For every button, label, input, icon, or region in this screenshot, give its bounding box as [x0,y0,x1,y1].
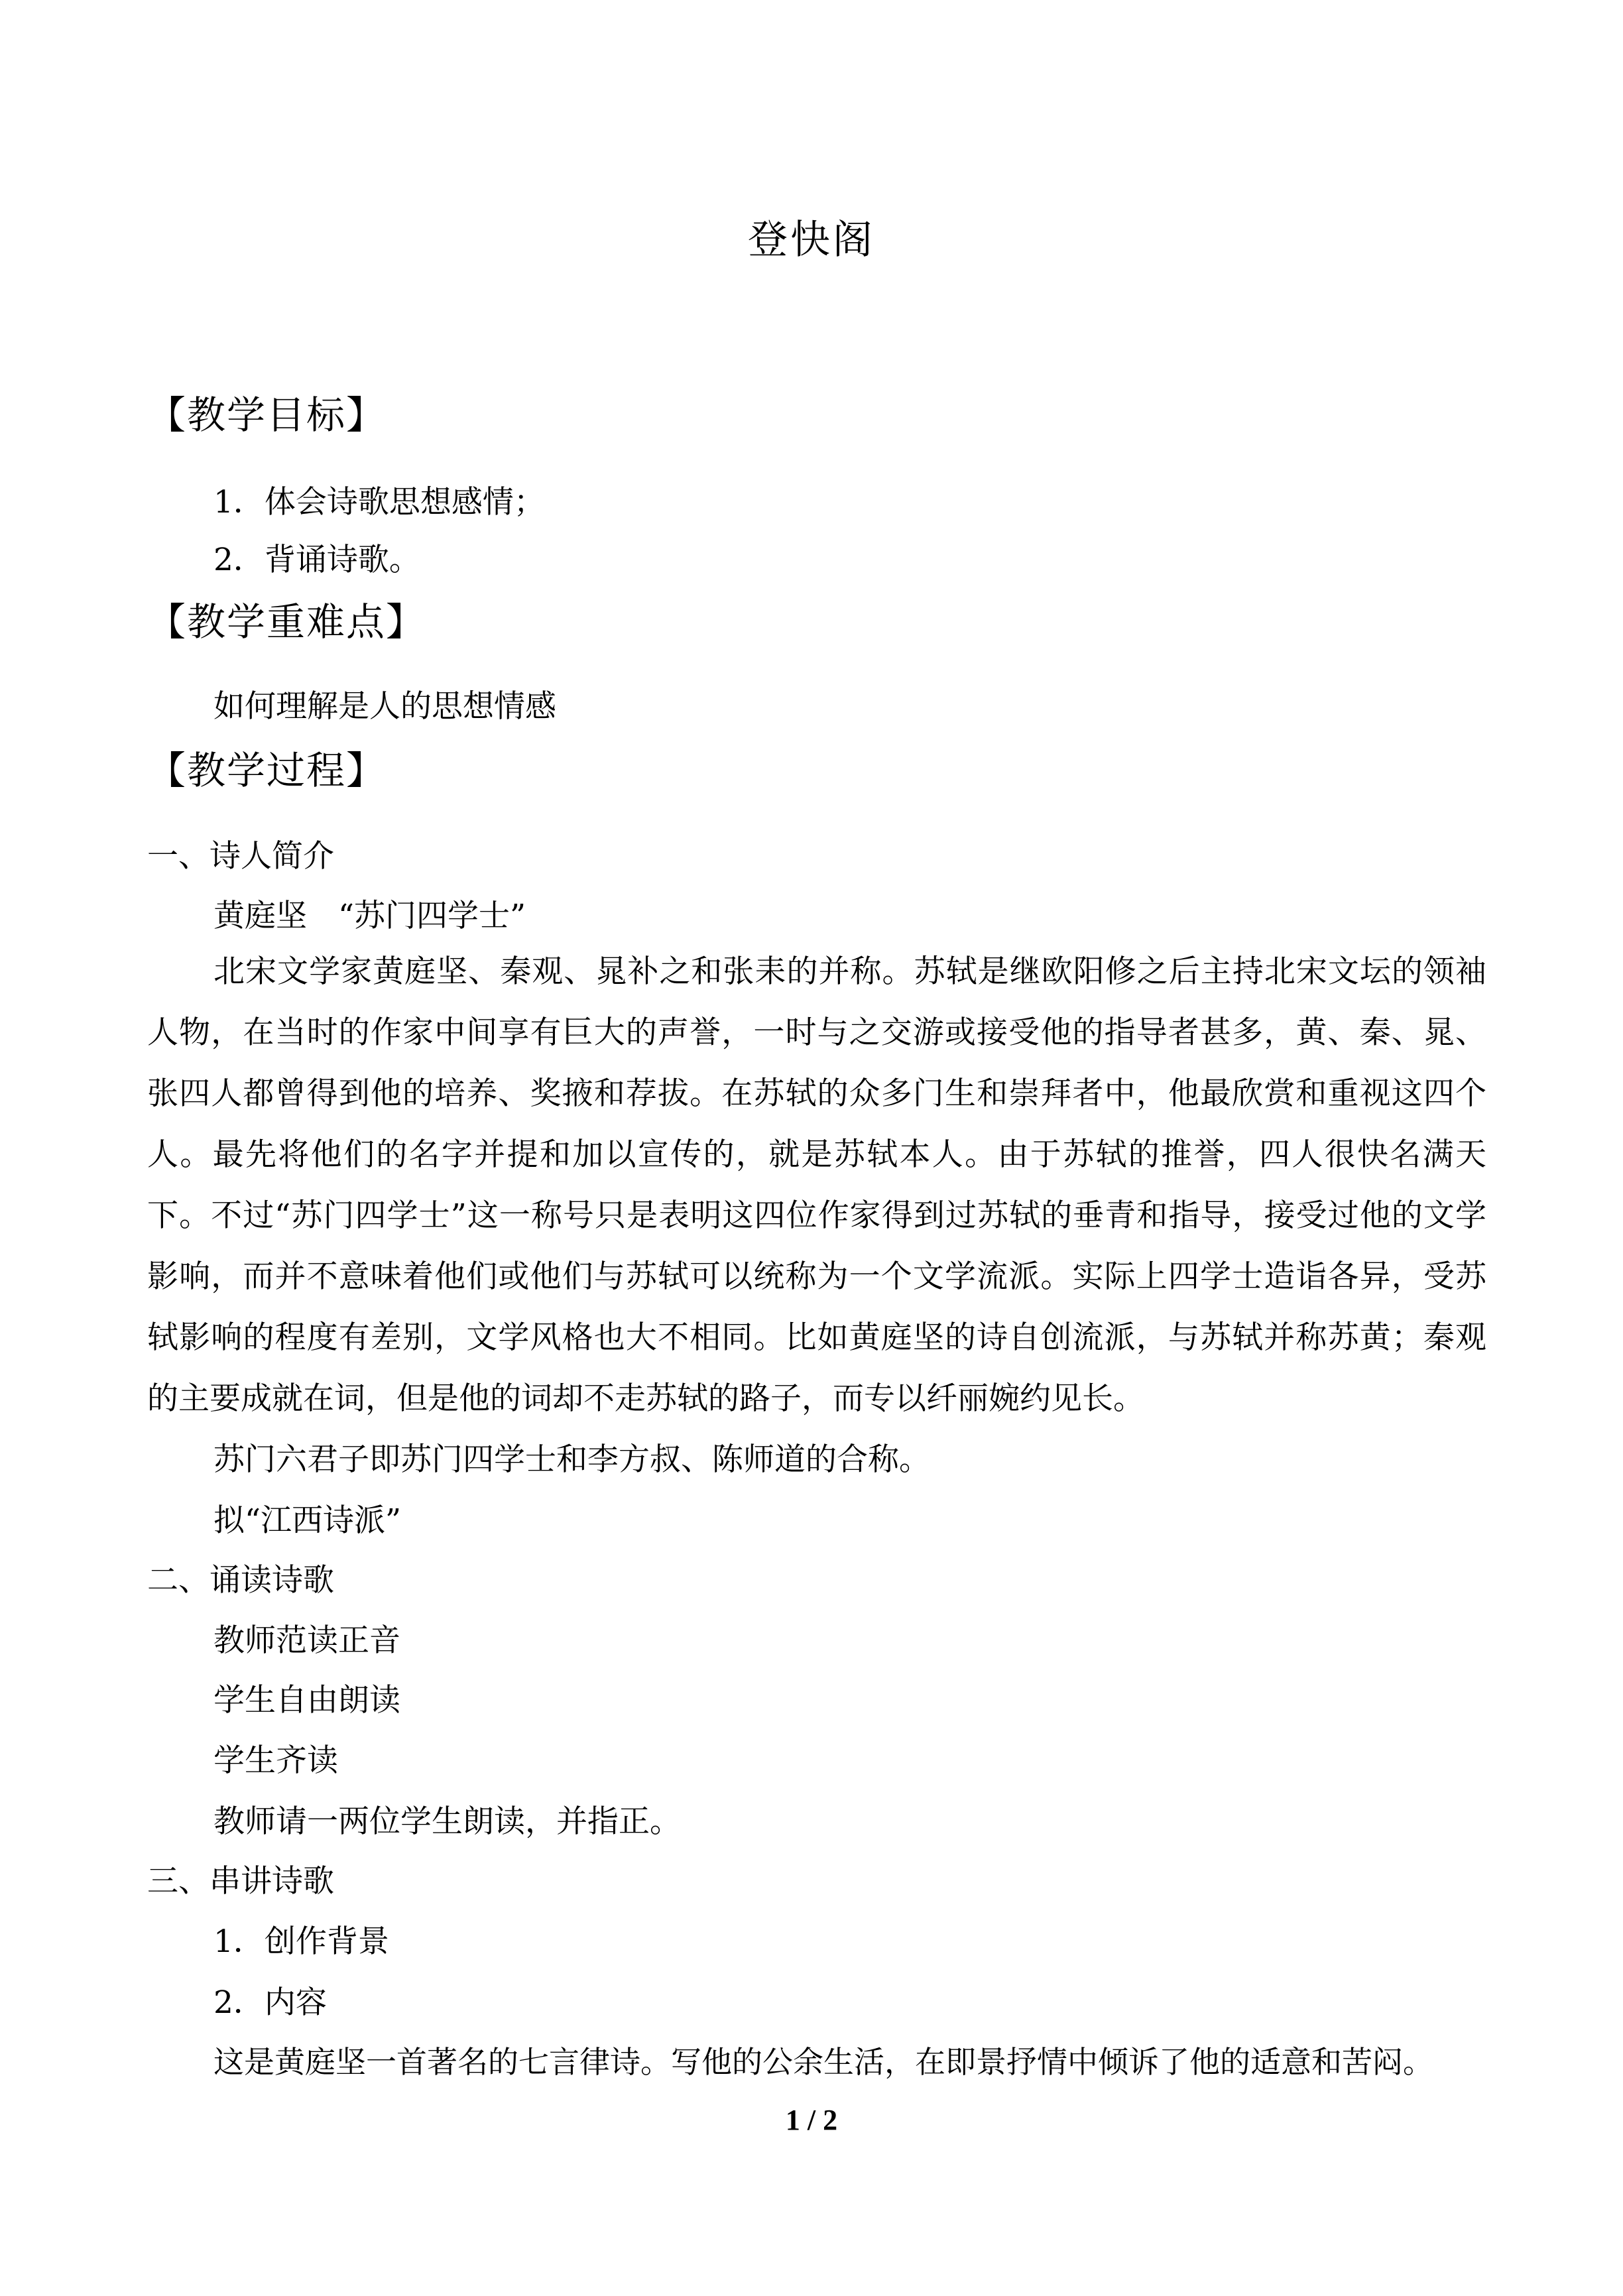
section-2-item-2: 学生自由朗读 [213,1682,400,1719]
objectives-heading: 【教学目标】 [147,393,387,438]
process-heading: 【教学过程】 [147,748,387,793]
section-1-subtitle: 黄庭坚 “苏门四学士” [213,898,526,934]
section-2-item-3: 学生齐读 [213,1742,338,1779]
section-3-title: 三、串讲诗歌 [147,1863,334,1900]
key-points-heading: 【教学重难点】 [147,599,426,644]
section-3-item-2: 2．内容 [213,1984,327,2021]
section-2-item-4: 教师请一两位学生朗读，并指正。 [213,1803,681,1840]
section-3-paragraph: 这是黄庭坚一首著名的七言律诗。写他的公余生活，在即景抒情中倾诉了他的适意和苦闷。 [213,2044,1433,2080]
document-title: 登快阁 [748,217,875,263]
page-number: 1 / 2 [785,2104,838,2136]
objective-item-1: 1．体会诗歌思想感情； [213,484,545,520]
section-1-paragraph: 北宋文学家黄庭坚、秦观、晁补之和张耒的并称。苏轼是继欧阳修之后主持北宋文坛的领袖人物，在当时的作家中间享有巨大的声誉，一时与之交游或接受他的指导者甚多，黄、秦、晁、张四人都曾得到他的培养、奖掖和荐拔。在苏轼的众多门生和崇拜者中，他最欣赏和重视这四个人。最先将他们的名字并提和加以宣传的，就是苏轼本人。由于苏轼的推誉，四人很快名满天下。不过“苏门四学士”这一称号只是表明这四位作家得到过苏轼的垂青和指导，接受过他的文学影响，而并不意味着他们或他们与苏轼可以统称为一个文学流派。实际上四学士造诣各异，受苏轼影响的程度有差别，文学风格也大不相同。比如黄庭坚的诗自创流派，与苏轼并称苏黄；秦观的主要成就在词，但是他的词却不走苏轼的路子，而专以纤丽婉约见长。 [147,953,1486,1417]
objective-item-2: 2．背诵诗歌。 [213,542,420,578]
key-points-text: 如何理解是人的思想情感 [213,688,556,725]
section-1-title: 一、诗人简介 [147,838,334,875]
section-1-line-2: 苏门六君子即苏门四学士和李方叔、陈师道的合称。 [213,1441,930,1478]
section-2-title: 二、诵读诗歌 [147,1562,334,1599]
section-1-line-3: 拟“江西诗派” [213,1502,402,1539]
section-2-item-1: 教师范读正音 [213,1622,400,1659]
section-3-item-1: 1．创作背景 [213,1923,389,1960]
